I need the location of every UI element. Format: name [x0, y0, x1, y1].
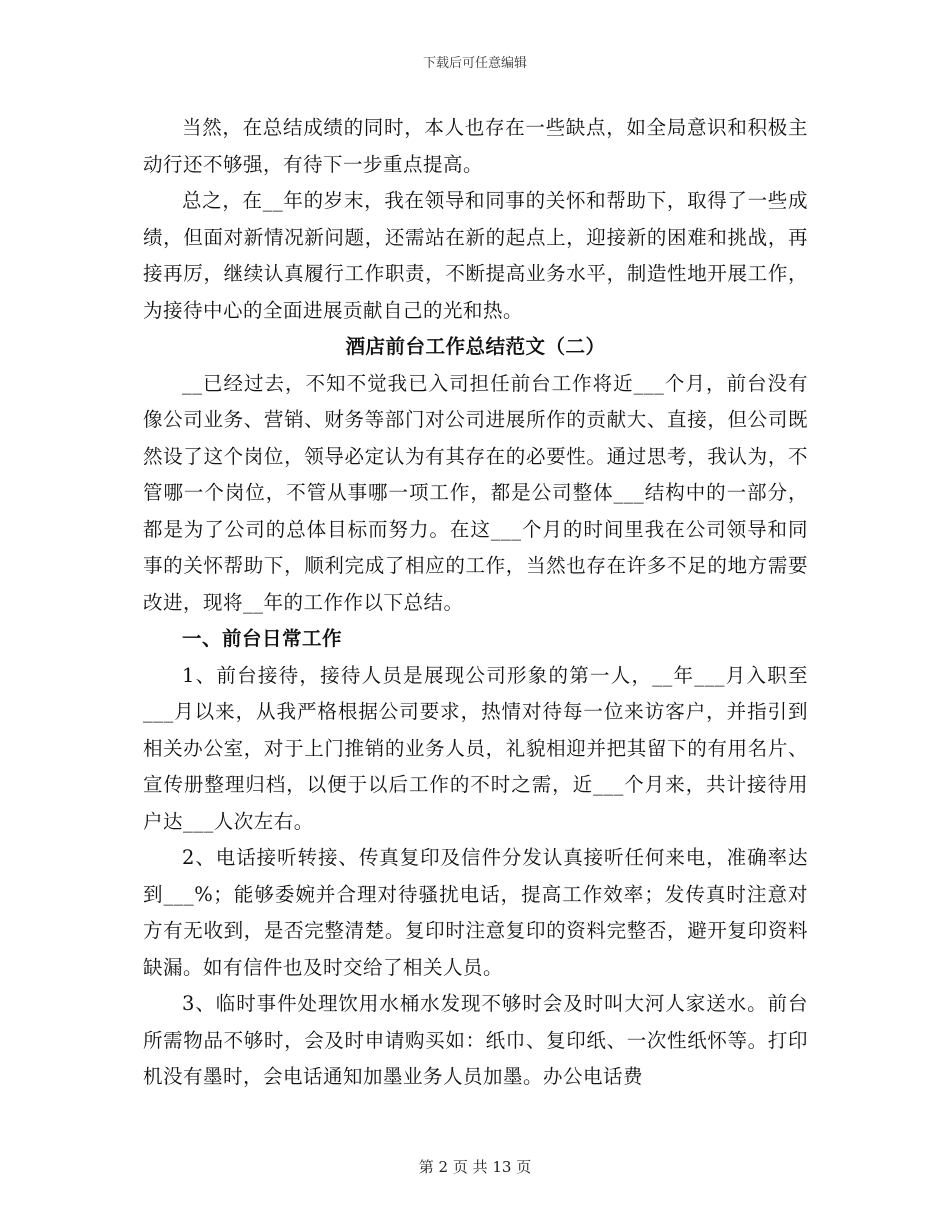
page-number: 第 2 页 共 13 页 [418, 1158, 532, 1176]
section-title: 酒店前台工作总结范文（二） [345, 335, 606, 358]
item-incidents: 3、临时事件处理饮用水桶水发现不够时会及时叫大河人家送水。前台所需物品不够时，会及时申请购买如：纸巾、复印纸、一次性纸怀等。打印机没有墨时，会电话通知加墨业务人员加墨。办公电话费 [143, 992, 808, 1088]
paragraph-shortcomings: 当然，在总结成绩的同时，本人也存在一些缺点，如全局意识和积极主动行还不够强，有待下一步重点提高。 [143, 116, 808, 176]
heading-daily-work: 一、前台日常工作 [182, 627, 343, 650]
page-header: 下载后可任意编辑 [422, 56, 527, 71]
item-phone-fax: 2、电话接听转接、传真复印及信件分发认真接听任何来电，准确率达到___%；能够委婉并合理对待骚扰电话，提高工作效率；发传真时注意对方有无收到，是否完整清楚。复印时注意复印的资料完整否，避开复印资料缺漏。如有信件也及时交给了相关人员。 [143, 846, 808, 979]
paragraph-conclusion: 总之，在__年的岁末，我在领导和同事的关怀和帮助下，取得了一些成绩，但面对新情况新问题，还需站在新的起点上，迎接新的困难和挑战，再接再厉，继续认真履行工作职责，不断提高业务水平，制造性地开展工作，为接待中心的全面进展贡献自己的光和热。 [143, 189, 808, 322]
item-reception: 1、前台接待，接待人员是展现公司形象的第一人，__年___月入职至___月以来，从我严格根据公司要求，热情对待每一位来访客户，并指引到相关办公室，对于上门推销的业务人员，礼貌相迎并把其留下的有用名片、宣传册整理归档，以便于以后工作的不时之需，近___个月来，共计接待用户达___人次左右。 [143, 663, 808, 833]
document-body [143, 110, 808, 1096]
paragraph-intro: __已经过去，不知不觉我已入司担任前台工作将近___个月，前台没有像公司业务、营销、财务等部门对公司进展所作的贡献大、直接，但公司既然设了这个岗位，领导必定认为有其存在的必要性。通过思考，我认为，不管哪一个岗位，不管从事哪一项工作，都是公司整体___结构中的一部分，都是为了公司的总体目标而努力。在这___个月的时间里我在公司领导和同事的关怀帮助下，顺利完成了相应的工作，当然也存在许多不足的地方需要改进，现将__年的工作作以下总结。 [143, 371, 808, 614]
